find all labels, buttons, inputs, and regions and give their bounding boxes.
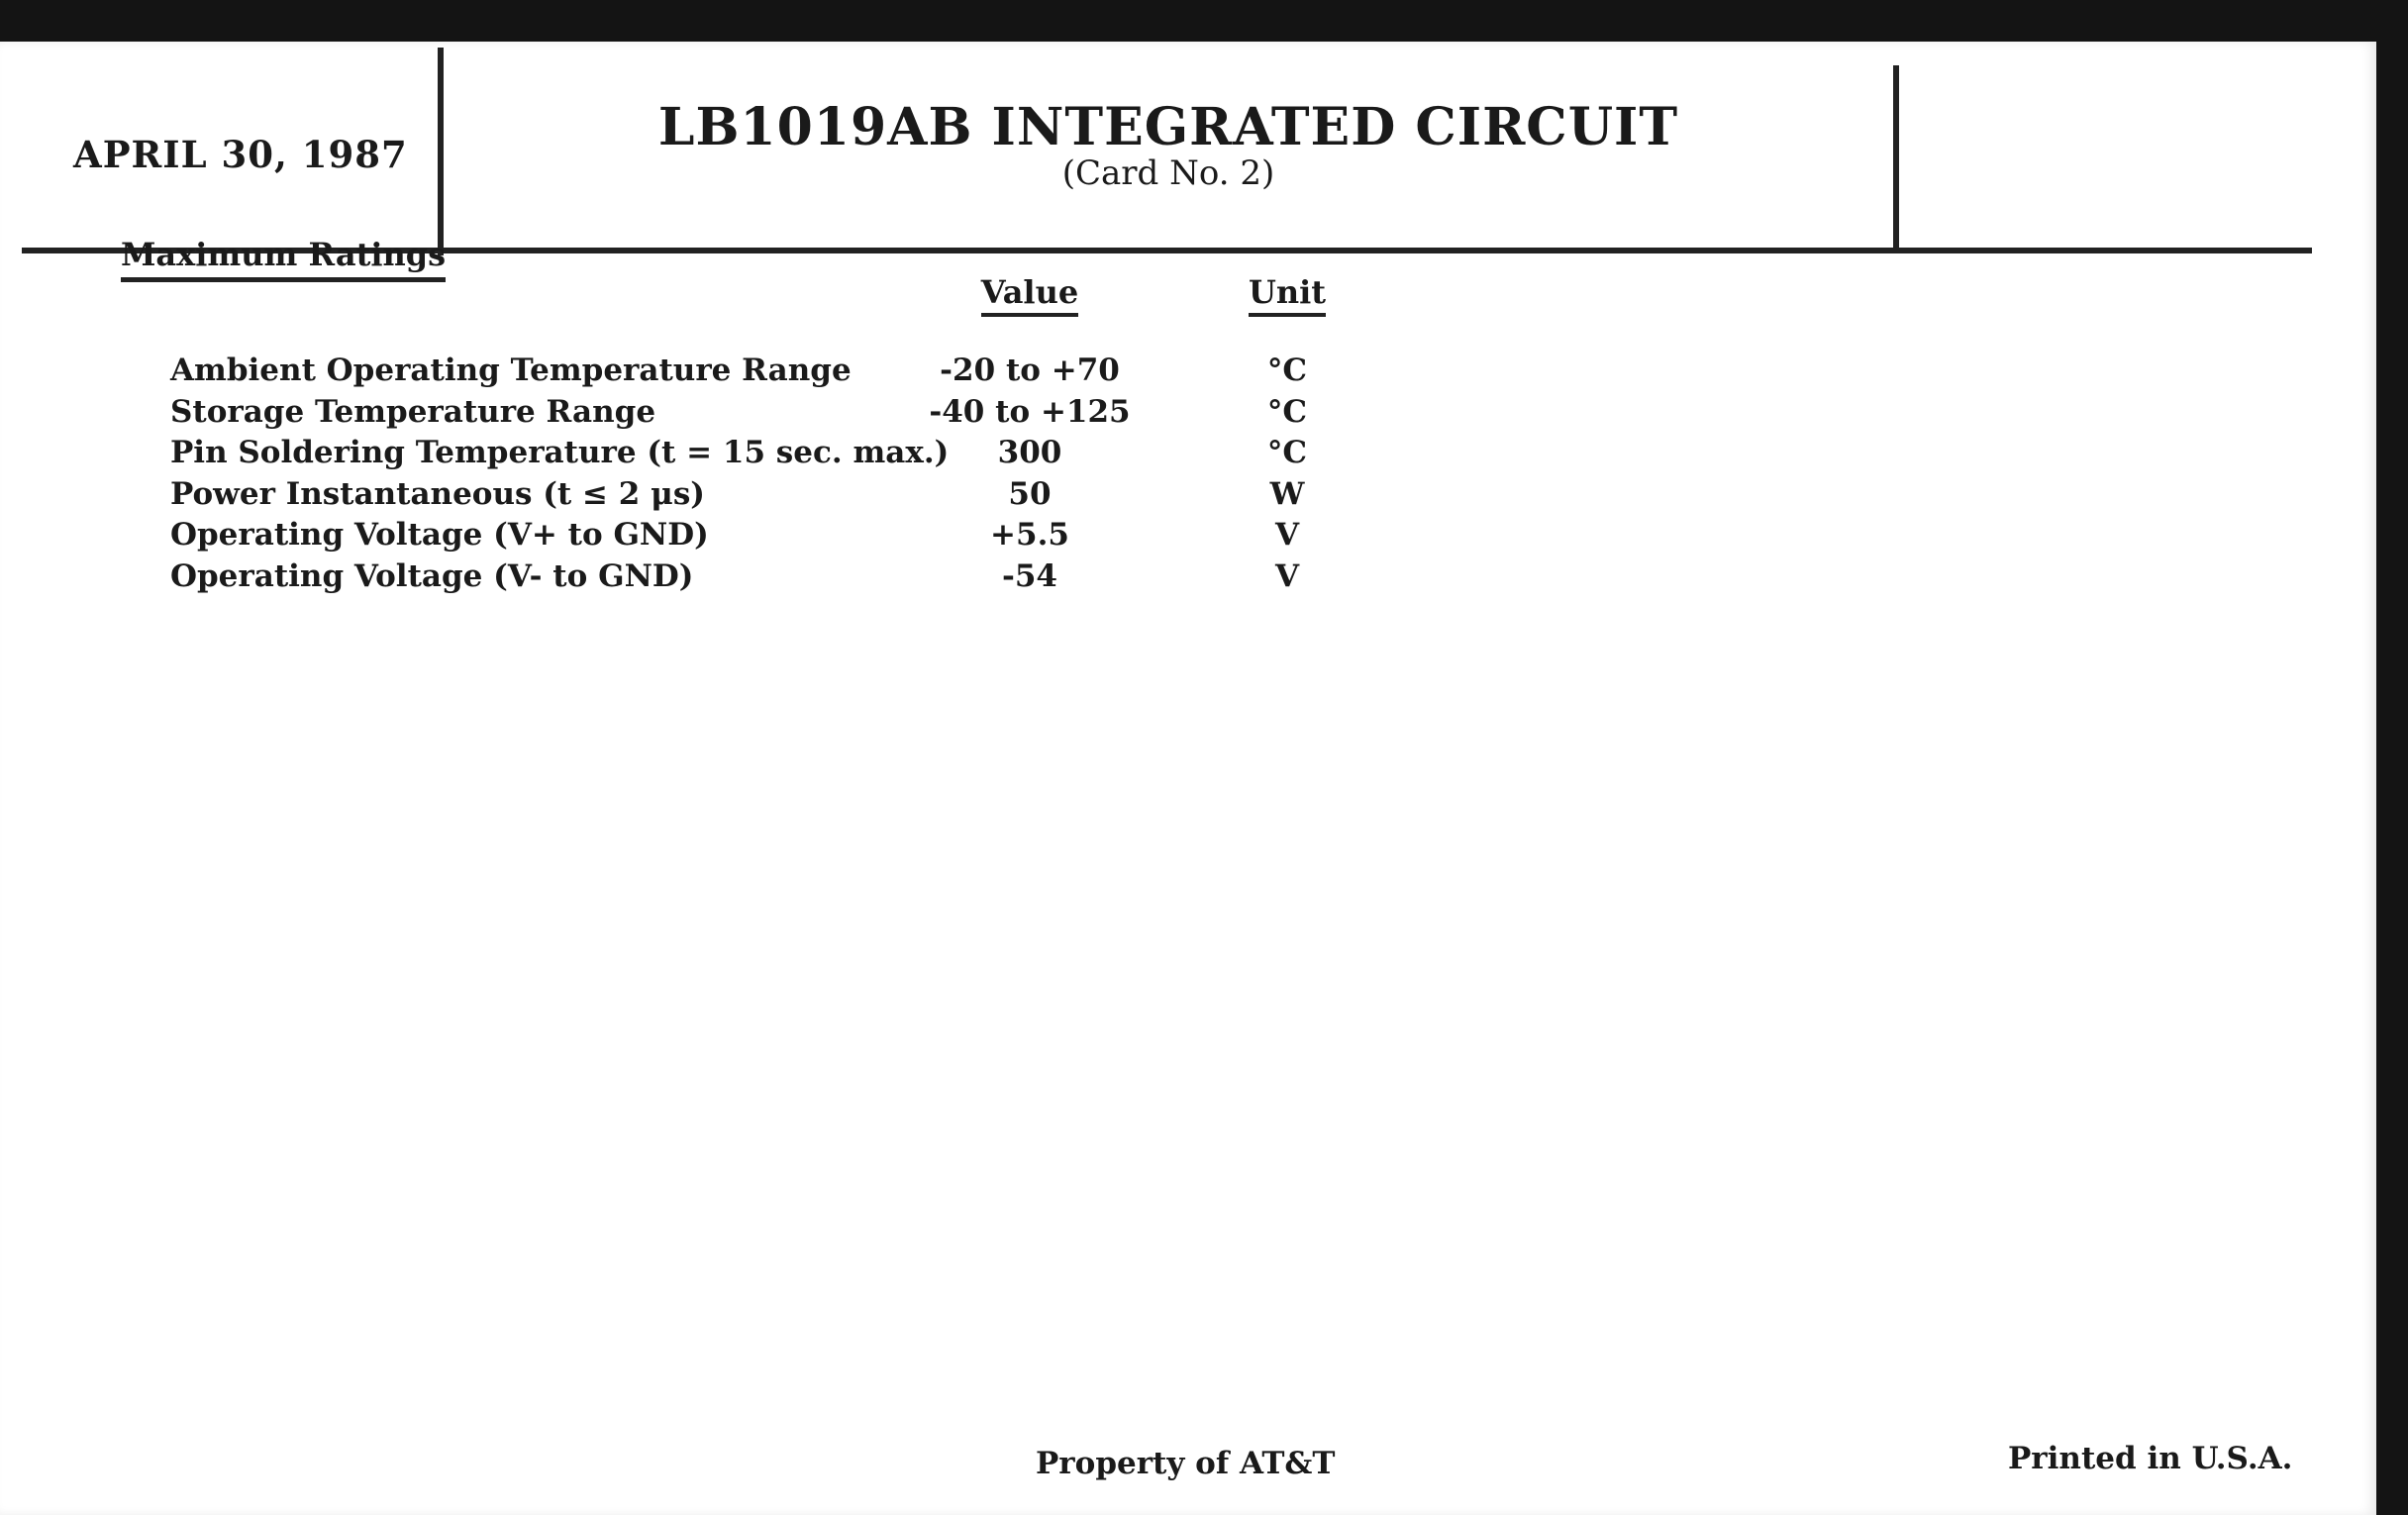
document-title: LB1019AB INTEGRATED CIRCUIT xyxy=(657,97,1679,157)
property-notice: Property of AT&T xyxy=(1036,1446,1336,1481)
rating-parameter: Operating Voltage (V- to GND) xyxy=(170,557,694,594)
section-heading xyxy=(121,236,446,273)
rating-parameter: Storage Temperature Range xyxy=(170,393,656,430)
rating-value: 50 xyxy=(1008,475,1052,512)
rating-parameter: Operating Voltage (V+ to GND) xyxy=(170,517,709,553)
rating-value: -54 xyxy=(1001,557,1057,594)
section-title: Maximum Ratings xyxy=(121,236,446,282)
rating-unit: V xyxy=(1274,557,1300,594)
rating-unit: °C xyxy=(1266,435,1308,470)
value-column-header: Value xyxy=(921,273,1139,311)
rating-unit: V xyxy=(1274,517,1300,553)
rating-value: 300 xyxy=(997,435,1062,470)
document-title-block xyxy=(444,99,1893,193)
document-card xyxy=(0,42,2376,1515)
rating-value: -40 to +125 xyxy=(929,393,1131,430)
rating-unit: °C xyxy=(1266,353,1308,388)
rating-unit: °C xyxy=(1266,393,1308,430)
document-subtitle: (Card No. 2) xyxy=(1061,153,1275,194)
unit-column-header: Unit xyxy=(1228,273,1347,311)
printed-notice: Printed in U.S.A. xyxy=(2008,1441,2293,1476)
rating-parameter: Power Instantaneous (t ≤ 2 μs) xyxy=(170,475,705,512)
header-divider-right xyxy=(1893,65,1899,250)
rating-value: -20 to +70 xyxy=(940,353,1120,388)
document-date: APRIL 30, 1987 xyxy=(73,133,408,176)
rating-parameter: Ambient Operating Temperature Range xyxy=(170,353,852,388)
rating-parameter: Pin Soldering Temperature (t = 15 sec. max.) xyxy=(170,435,950,470)
rating-value: +5.5 xyxy=(990,517,1069,553)
rating-unit: W xyxy=(1269,475,1305,512)
